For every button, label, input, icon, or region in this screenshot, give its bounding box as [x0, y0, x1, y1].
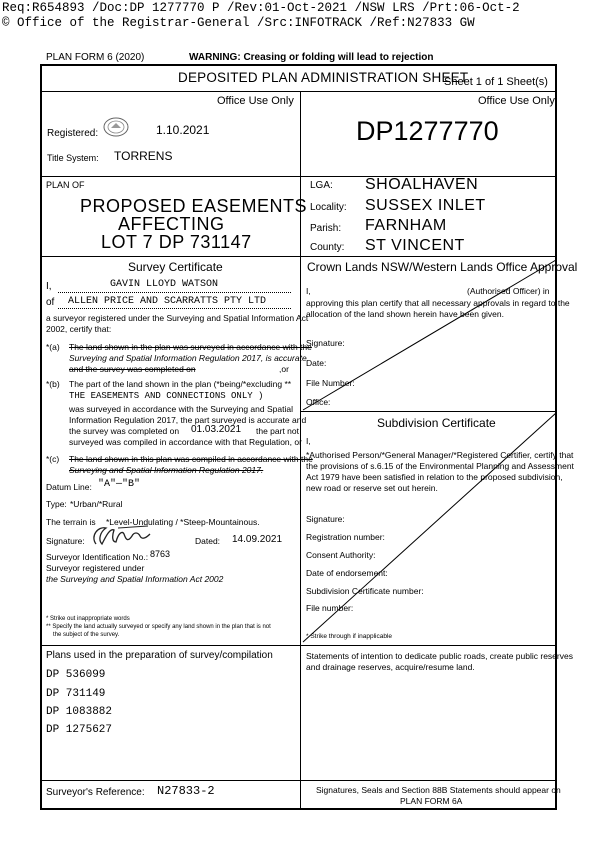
footer-line-2: PLAN FORM 6A: [400, 796, 463, 806]
datum-label: Datum Line:: [46, 482, 92, 492]
clause-b-label: *(b): [46, 379, 60, 389]
crown-field-office: Office:: [306, 397, 331, 407]
crown-body-2: allocation of the land shown herein have been given.: [306, 309, 505, 319]
plan-of-line-1: PROPOSED EASEMENTS: [80, 196, 308, 216]
locality-value: SUSSEX INLET: [365, 197, 486, 214]
type-value: *Urban/*Rural: [70, 499, 123, 509]
subdivision-field-signature: Signature:: [306, 514, 345, 524]
surveyor-name: GAVIN LLOYD WATSON: [110, 279, 219, 290]
registered-label: Registered:: [47, 128, 99, 139]
lga-value: SHOALHAVEN: [365, 176, 479, 193]
clause-a-label: *(a): [46, 342, 60, 352]
plans-used-heading: Plans used in the preparation of survey/compilation: [46, 650, 273, 661]
survey-intro-1: a surveyor registered under the Surveying and Spatial Information Act: [46, 313, 309, 323]
crown-heading: Crown Lands NSW/Western Lands Office Approval: [307, 260, 578, 274]
crown-i-label: I,: [306, 286, 311, 296]
subdivision-body-1: *Authorised Person/*General Manager/*Registered Certifier, certify that: [306, 450, 574, 460]
county-label: County:: [310, 242, 345, 253]
title-system: TORRENS: [114, 149, 173, 163]
form-label: PLAN FORM 6 (2020): [46, 52, 145, 63]
clause-c-2: Surveying and Spatial Information Regulation 2017.: [69, 465, 264, 475]
clause-b-date: 01.03.2021: [191, 424, 242, 435]
type-label: Type:: [46, 499, 67, 509]
survey-of-label: of: [46, 297, 55, 308]
title-system-label: Title System:: [47, 153, 99, 163]
datum-value: "A"—"B": [98, 479, 141, 490]
survey-heading: Survey Certificate: [128, 260, 223, 274]
crown-body-1: approving this plan certify that all necessary approvals in regard to the: [306, 298, 570, 308]
registered-date: 1.10.2021: [156, 123, 210, 137]
surveyor-id-label: Surveyor Identification No.:: [46, 552, 149, 562]
note-1: * Strike out inappropriate words: [46, 616, 130, 622]
office-use-right: Office Use Only: [478, 95, 555, 107]
clause-a-2: Surveying and Spatial Information Regulation 2017, is accurate: [69, 353, 307, 363]
dp-number: DP1277770: [356, 116, 499, 146]
plan-used-item: DP 1083882: [46, 706, 113, 718]
dated-value: 14.09.2021: [232, 534, 283, 545]
clause-b-3: was surveyed in accordance with the Surveying and Spatial: [69, 404, 293, 414]
copyright-line: © Office of the Registrar-General /Src:INFOTRACK /Ref:N27833 GW: [2, 16, 475, 30]
plan-of-line-3: LOT 7 DP 731147: [101, 232, 252, 252]
request-line: Req:R654893 /Doc:DP 1277770 P /Rev:01-Oct-2021 /NSW LRS /Prt:06-Oct-2: [2, 1, 520, 15]
note-2: ** Specify the land actually surveyed or specify any land shown in the plan that is not: [46, 624, 271, 630]
dated-label: Dated:: [195, 536, 221, 546]
surveyor-ref: N27833-2: [157, 784, 215, 798]
terrain-value: *Level-Undulating / *Steep-Mountainous.: [106, 517, 260, 527]
crown-field-file-number: File Number:: [306, 378, 355, 388]
subdivision-field-endorsement: Date of endorsement:: [306, 568, 388, 578]
survey-intro-2: 2002, certify that:: [46, 324, 112, 334]
parish-value: FARNHAM: [365, 217, 447, 234]
clause-c-label: *(c): [46, 454, 60, 464]
clause-b-5-end: the part not: [256, 426, 300, 436]
plan-used-item: DP 731149: [46, 688, 106, 700]
parish-label: Parish:: [310, 223, 342, 234]
crown-field-signature: Signature:: [306, 338, 345, 348]
warning-text: WARNING: Creasing or folding will lead to rejection: [189, 52, 434, 63]
subdivision-field-certificate-number: Subdivision Certificate number:: [306, 586, 424, 596]
plan-of-line-2: AFFECTING: [118, 214, 225, 234]
surveyor-id: 8763: [150, 549, 171, 559]
surveyor-ref-label: Surveyor's Reference:: [46, 787, 145, 798]
office-use-left: Office Use Only: [217, 95, 294, 107]
signature-label: Signature:: [46, 536, 85, 546]
terrain-label: The terrain is: [46, 517, 96, 527]
statements-line-1: Statements of intention to dedicate public roads, create public reserves: [306, 651, 573, 661]
subdivision-field-file-number: File number:: [306, 603, 354, 613]
divider: [41, 645, 556, 646]
crown-authorised: (Authorised Officer) in: [467, 286, 550, 296]
lga-label: LGA:: [310, 180, 333, 191]
subdivision-note: * Strike through if inapplicable: [306, 633, 392, 640]
clause-a-1: The land shown in the plan was surveyed in accordance with the: [69, 342, 312, 352]
registered-under-1: Surveyor registered under: [46, 563, 145, 573]
note-3: the subject of the survey.: [53, 632, 120, 638]
subdivision-field-consent: Consent Authority:: [306, 550, 376, 560]
clause-b-4: Information Regulation 2017, the part surveyed is accurate and: [69, 415, 307, 425]
subdivision-body-2: the provisions of s.6.15 of the Environmental Planning and Assessment: [306, 461, 574, 471]
plan-used-item: DP 1275627: [46, 724, 113, 736]
clause-a-3: and the survey was completed on: [69, 364, 196, 374]
plan-of-label: PLAN OF: [46, 180, 85, 190]
subdivision-i-label: I,: [306, 436, 311, 446]
county-value: ST VINCENT: [365, 237, 465, 254]
subdivision-heading: Subdivision Certificate: [377, 416, 496, 430]
sheet-count: Sheet 1 of 1 Sheet(s): [444, 76, 548, 88]
footer-line-1: Signatures, Seals and Section 88B Statements should appear on: [316, 785, 561, 795]
plan-used-item: DP 536099: [46, 669, 106, 681]
clause-c-1: The land shown in this plan was compiled in accordance with the: [69, 454, 313, 464]
crown-field-date: Date:: [306, 358, 327, 368]
subdivision-field-registration: Registration number:: [306, 532, 385, 542]
sheet-title: DEPOSITED PLAN ADMINISTRATION SHEET: [178, 70, 469, 85]
registered-under-2: the Surveying and Spatial Information Act 2002: [46, 574, 224, 584]
divider: [41, 780, 556, 781]
survey-i-label: I,: [46, 281, 52, 292]
clause-b-2: THE EASEMENTS AND CONNECTIONS ONLY ): [69, 391, 264, 401]
surveyor-firm: ALLEN PRICE AND SCARRATTS PTY LTD: [68, 296, 267, 307]
clause-b-6: surveyed was compiled in accordance with that Regulation, or: [69, 437, 302, 447]
locality-label: Locality:: [310, 202, 347, 213]
statements-line-2: and drainage reserves, acquire/resume land.: [306, 662, 475, 672]
subdivision-body-3: Act 1979 have been satisfied in relation to the proposed subdivision,: [306, 472, 563, 482]
clause-a-3-end: ,or: [279, 364, 289, 374]
clause-b-1: The part of the land shown in the plan (*being/*excluding **: [69, 379, 292, 389]
clause-b-5: the survey was completed on: [69, 426, 180, 436]
subdivision-body-4: new road or reserve set out herein.: [306, 483, 438, 493]
